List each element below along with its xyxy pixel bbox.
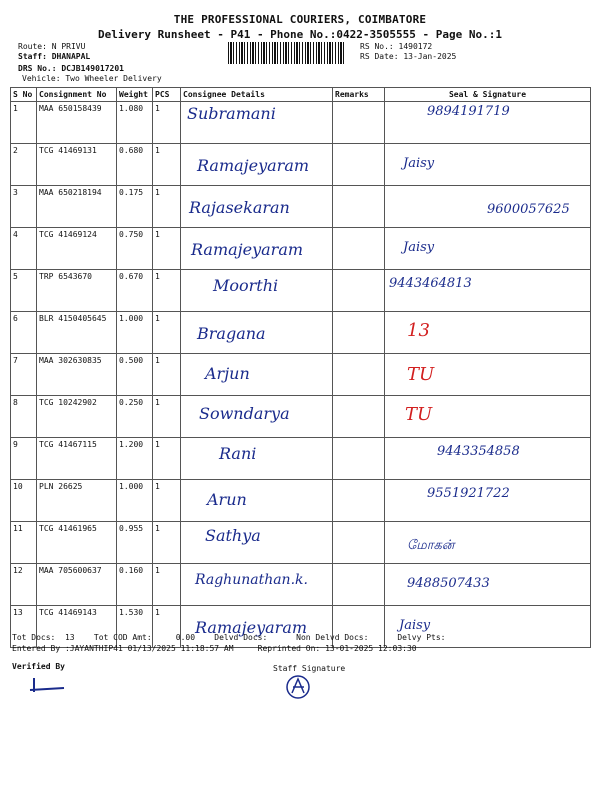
consignee-name: Arjun [205, 364, 250, 383]
sno: 11 [11, 522, 37, 564]
signature-cell [385, 480, 591, 522]
signature: 9551921722 [427, 486, 510, 501]
company-title: THE PROFESSIONAL COURIERS, COIMBATORE [173, 13, 427, 26]
consignment-no: TCG 41467115 [37, 438, 117, 480]
consignee-cell [181, 270, 333, 312]
signature: TU [407, 364, 435, 385]
signature: மோகன் [407, 538, 455, 553]
pcs: 1 [153, 522, 181, 564]
consignee-cell [181, 228, 333, 270]
weight: 0.955 [117, 522, 153, 564]
signature: 9488507433 [407, 576, 490, 591]
signature: 9443464813 [389, 276, 472, 291]
route-label: Route: N PRIVU [18, 42, 86, 51]
weight: 0.680 [117, 144, 153, 186]
signature: 9894191719 [427, 104, 510, 119]
table-row [11, 480, 591, 522]
table-row [11, 270, 591, 312]
signature-cell [385, 102, 591, 144]
sno: 4 [11, 228, 37, 270]
vehicle-label: Vehicle: Two Wheeler Delivery [22, 74, 162, 83]
table-row [11, 186, 591, 228]
staff-label: Staff: DHANAPAL [18, 52, 91, 61]
consignment-no: MAA 650158439 [37, 102, 117, 144]
remarks [333, 480, 385, 522]
signature: Jaisy [403, 156, 435, 171]
signature-cell [385, 312, 591, 354]
table-row [11, 312, 591, 354]
staff-signature-mark [284, 673, 314, 701]
col-remarks: Remarks [333, 88, 385, 102]
pcs: 1 [153, 228, 181, 270]
weight: 1.200 [117, 438, 153, 480]
consignment-no: BLR 4150405645 [37, 312, 117, 354]
consignee-name: Arun [207, 490, 247, 509]
sno: 6 [11, 312, 37, 354]
pcs: 1 [153, 102, 181, 144]
signature-cell [385, 354, 591, 396]
consignee-cell [181, 144, 333, 186]
consignee-cell [181, 438, 333, 480]
sno: 5 [11, 270, 37, 312]
consignment-no: TRP 6543670 [37, 270, 117, 312]
signature: 9443354858 [437, 444, 520, 459]
consignee-name: Sathya [205, 526, 261, 545]
consignee-cell [181, 396, 333, 438]
consignee-name: Ramajeyaram [195, 618, 308, 637]
consignee-name: Raghunathan.k. [195, 572, 308, 588]
col-consignee: Consignee Details [181, 88, 333, 102]
signature: TU [405, 404, 433, 425]
table-row [11, 354, 591, 396]
consignee-cell [181, 354, 333, 396]
consignee-name: Ramajeyaram [191, 240, 304, 259]
consignee-cell [181, 522, 333, 564]
sno: 8 [11, 396, 37, 438]
pcs: 1 [153, 186, 181, 228]
col-signature: Seal & Signature [385, 88, 591, 102]
table-row [11, 564, 591, 606]
weight: 0.250 [117, 396, 153, 438]
signature-cell [385, 396, 591, 438]
signature: Jaisy [403, 240, 435, 255]
signature-cell [385, 144, 591, 186]
remarks [333, 312, 385, 354]
consignee-name: Rani [219, 444, 257, 463]
consignee-name: Ramajeyaram [197, 156, 310, 175]
consignment-no: PLN 26625 [37, 480, 117, 522]
remarks [333, 144, 385, 186]
table-row [11, 102, 591, 144]
signature-cell [385, 270, 591, 312]
col-weight: Weight [117, 88, 153, 102]
col-consignment: Consignment No [37, 88, 117, 102]
remarks [333, 522, 385, 564]
sno: 9 [11, 438, 37, 480]
consignment-no: MAA 705600637 [37, 564, 117, 606]
weight: 1.530 [117, 606, 153, 648]
remarks [333, 228, 385, 270]
weight: 1.080 [117, 102, 153, 144]
rs-date: RS Date: 13-Jan-2025 [360, 52, 457, 61]
sno: 3 [11, 186, 37, 228]
runsheet-subtitle: Delivery Runsheet - P41 - Phone No.:0422-3505555 - Page No.:1 [98, 28, 502, 41]
pcs: 1 [153, 438, 181, 480]
pcs: 1 [153, 564, 181, 606]
pcs: 1 [153, 354, 181, 396]
col-pcs: PCS [153, 88, 181, 102]
table-row [11, 522, 591, 564]
pcs: 1 [153, 396, 181, 438]
verified-by-label: Verified By [12, 662, 65, 671]
pcs: 1 [153, 270, 181, 312]
runsheet-table [10, 87, 591, 648]
signature: 13 [407, 320, 430, 341]
consignee-cell [181, 480, 333, 522]
remarks [333, 270, 385, 312]
weight: 0.500 [117, 354, 153, 396]
consignee-name: Sowndarya [199, 404, 290, 423]
verified-signature-mark [28, 676, 68, 696]
pcs: 1 [153, 312, 181, 354]
sno: 1 [11, 102, 37, 144]
consignment-no: TCG 10242902 [37, 396, 117, 438]
signature-cell [385, 228, 591, 270]
pcs: 1 [153, 144, 181, 186]
consignment-no: TCG 41461965 [37, 522, 117, 564]
signature: Jaisy [399, 618, 431, 633]
consignee-cell [181, 102, 333, 144]
pcs: 1 [153, 480, 181, 522]
consignee-cell [181, 186, 333, 228]
signature-cell [385, 186, 591, 228]
consignment-no: TCG 41469124 [37, 228, 117, 270]
remarks [333, 102, 385, 144]
table-row [11, 144, 591, 186]
rs-number: RS No.: 1490172 [360, 42, 433, 51]
signature-cell [385, 522, 591, 564]
col-sno: S No [11, 88, 37, 102]
consignee-cell [181, 564, 333, 606]
signature-cell [385, 438, 591, 480]
sno: 10 [11, 480, 37, 522]
consignee-name: Subramani [187, 104, 276, 123]
consignment-no: MAA 650218194 [37, 186, 117, 228]
barcode [228, 42, 344, 64]
consignment-no: TCG 41469143 [37, 606, 117, 648]
remarks [333, 438, 385, 480]
table-row [11, 228, 591, 270]
consignee-name: Bragana [197, 324, 266, 343]
staff-signature-label: Staff Signature [273, 664, 346, 673]
remarks [333, 186, 385, 228]
totals-line: Tot Docs: 13 Tot COD Amt: 0.00 Delvd Docs: Non Delvd Docs: Delvy Pts: [12, 633, 446, 642]
table-row [11, 438, 591, 480]
drs-number: DRS No.: DCJB149017201 [18, 64, 124, 73]
entered-by-line: Entered By :JAYANTHIP41 01/13/2025 11:18:57 AM Reprinted On: 13-01-2025 12:03:30 [12, 644, 417, 653]
sno: 13 [11, 606, 37, 648]
consignee-cell [181, 312, 333, 354]
remarks [333, 564, 385, 606]
table-row [11, 396, 591, 438]
signature: 9600057625 [487, 202, 570, 217]
consignment-no: TCG 41469131 [37, 144, 117, 186]
weight: 0.160 [117, 564, 153, 606]
weight: 1.000 [117, 480, 153, 522]
weight: 0.175 [117, 186, 153, 228]
sno: 12 [11, 564, 37, 606]
pcs: 1 [153, 606, 181, 648]
weight: 0.670 [117, 270, 153, 312]
remarks [333, 354, 385, 396]
sno: 2 [11, 144, 37, 186]
consignment-no: MAA 302630835 [37, 354, 117, 396]
weight: 1.000 [117, 312, 153, 354]
sno: 7 [11, 354, 37, 396]
table-header-row [11, 88, 591, 102]
consignee-name: Moorthi [213, 276, 279, 295]
signature-cell [385, 564, 591, 606]
consignee-name: Rajasekaran [189, 198, 290, 217]
remarks [333, 396, 385, 438]
weight: 0.750 [117, 228, 153, 270]
